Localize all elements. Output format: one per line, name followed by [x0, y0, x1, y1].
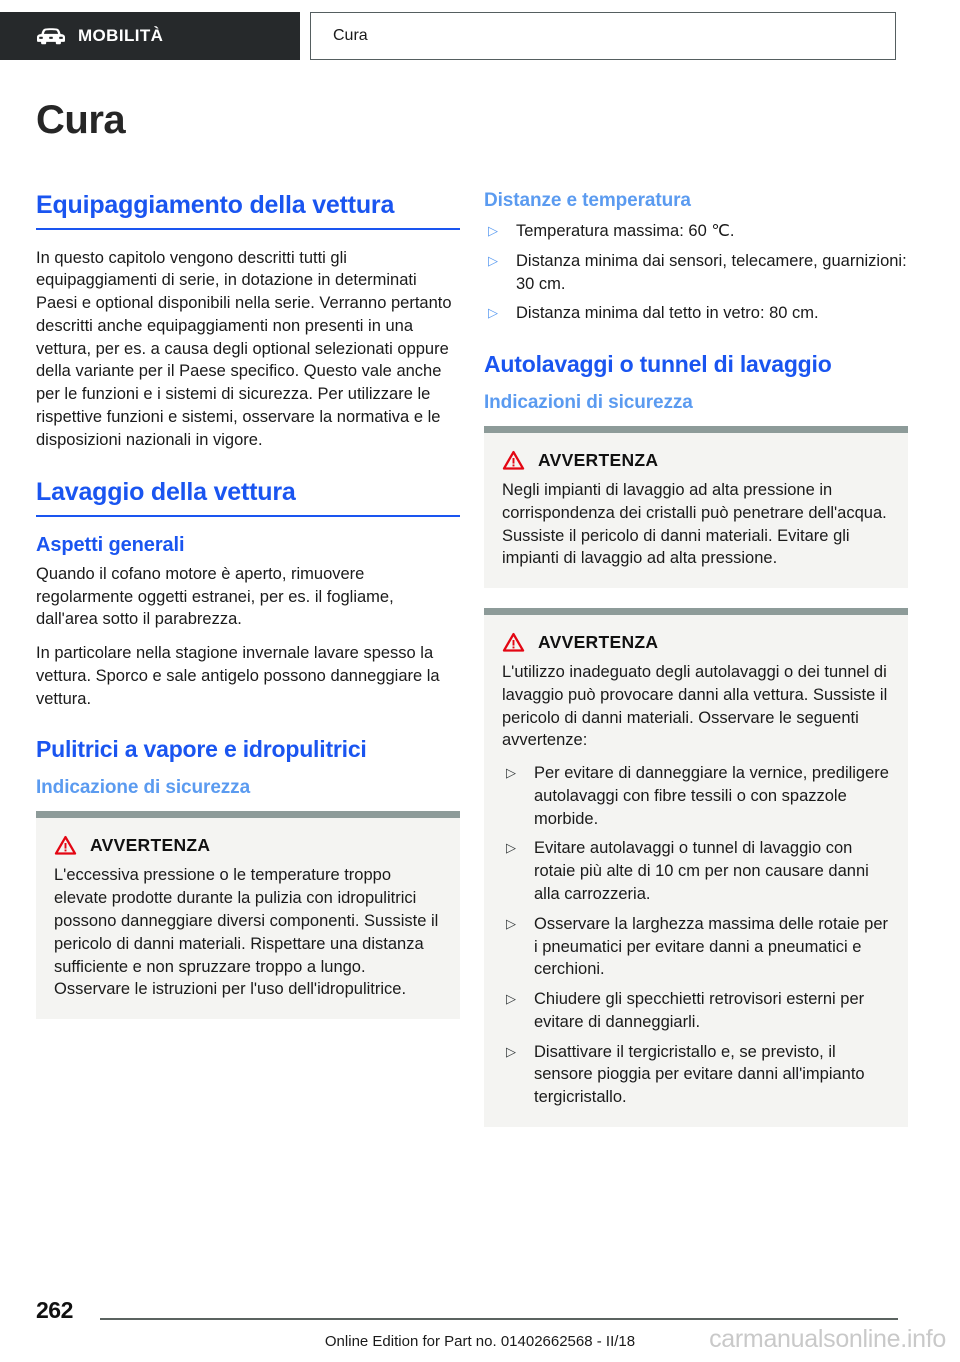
- subheading-distanze-e-temperatura: Distanze e temperatura: [484, 190, 691, 211]
- warning-triangle-icon: [502, 450, 525, 471]
- breadcrumb-label: Cura: [333, 27, 368, 44]
- car-front-icon: [36, 26, 66, 46]
- paragraph-aspetti-generali-2: In particolare nella stagione invernale lavare spesso la vettura. Sporco e sale antigelo possono danneggiare la vettura.: [36, 644, 440, 708]
- page-title: Cura: [36, 98, 126, 142]
- warning-header: [502, 450, 890, 471]
- nav-tab-mobilita[interactable]: [0, 12, 300, 60]
- warning-triangle-icon: [54, 835, 77, 856]
- paragraph-equipaggiamento: In questo capitolo vengono descritti tutti gli equipaggiamenti di serie, in dotazione in determinati Paesi e optional disponibili nella serie. Verranno pertanto descritti anche equipaggiamenti non presenti in una vettura, per es. a causa degli optional selezionati oppure della variante per il Paese specifico. Questo vale anche per le funzioni e i sistemi di sicurezza. Per utilizzare le rispettive funzioni e sistemi, osservare la normativa e le disposizioni nazionali in vigore.: [36, 248, 452, 449]
- warning-box-autolavaggi: [484, 608, 908, 1127]
- warning-box-idropulitrici: [36, 811, 460, 1019]
- subheading-aspetti-generali: Aspetti generali: [36, 533, 185, 556]
- warning-title: AVVERTENZA: [538, 632, 659, 653]
- list-item-text: Osservare la larghezza massima delle rotaie per i pneumatici per evitare danni a pneumatici e cerchioni.: [534, 914, 888, 979]
- footer-edition-text: Online Edition for Part no. 01402662568 - II/18: [324, 1333, 636, 1350]
- triangle-bullet-icon: ▷: [506, 991, 516, 1007]
- warning-body: L'utilizzo inadeguato degli autolavaggi o dei tunnel di lavaggio può provocare danni alla vettura. Sussiste il pericolo di danni materiali. Osservare le seguenti avvertenze:: [502, 663, 888, 750]
- list-item: [484, 250, 908, 296]
- warning-triangle-icon: [502, 632, 525, 653]
- warning-body: L'eccessiva pressione o le temperature troppo elevate prodotte durante la pulizia con idropulitrici possono danneggiare diversi componenti. Sussiste il pericolo di danni materiali. Rispettare una distanza sufficiente e non spruzzare troppo a lungo. Osservare le istruzioni per l'uso dell'idropulitrice.: [54, 866, 439, 999]
- nav-tab-label: MOBILITÀ: [78, 26, 164, 45]
- list-item-text: Temperatura massima: 60 ℃.: [516, 222, 735, 240]
- heading-pulitrici-a-vapore: Pulitrici a vapore e idropulitrici: [36, 736, 367, 763]
- warning-header: [54, 835, 442, 856]
- list-item: [502, 1041, 890, 1109]
- list-item: [484, 220, 908, 243]
- warning-box-alta-pressione: [484, 426, 908, 588]
- footer-divider: [100, 1318, 898, 1320]
- warning-header: [502, 632, 890, 653]
- page-footer: [0, 1272, 960, 1362]
- triangle-bullet-icon: ▷: [506, 765, 516, 781]
- warning-body: Negli impianti di lavaggio ad alta pressione in corrispondenza dei cristalli può penetrare dell'acqua. Sussiste il pericolo di danni materiali. Evitare gli impianti di lavaggio ad alta pressione.: [502, 481, 887, 568]
- list-item: [502, 837, 890, 905]
- list-item-text: Distanza minima dai sensori, telecamere, guarnizioni: 30 cm.: [516, 251, 907, 293]
- bullet-list-autolavaggi: [502, 762, 890, 1109]
- list-item: [484, 302, 908, 325]
- paragraph-aspetti-generali-1: Quando il cofano motore è aperto, rimuovere regolarmente oggetti estranei, per es. il fogliame, dall'area sotto il parabrezza.: [36, 564, 394, 629]
- triangle-bullet-icon: ▷: [506, 840, 516, 856]
- heading-lavaggio-della-vettura: Lavaggio della vettura: [36, 477, 460, 517]
- list-item-text: Evitare autolavaggi o tunnel di lavaggio con rotaie più alte di 10 cm per non causare danni alla carrozzeria.: [534, 839, 869, 904]
- heading-equipaggiamento-della-vettura: Equipaggiamento della vettura: [36, 190, 460, 230]
- triangle-bullet-icon: ▷: [488, 252, 498, 268]
- triangle-bullet-icon: ▷: [488, 305, 498, 321]
- triangle-bullet-icon: ▷: [506, 915, 516, 931]
- list-item: [502, 988, 890, 1034]
- left-column: [36, 190, 460, 1039]
- list-item-text: Distanza minima dal tetto in vetro: 80 cm.: [516, 304, 819, 323]
- right-column: [484, 190, 908, 1147]
- subheading-indicazioni-di-sicurezza: Indicazioni di sicurezza: [484, 392, 693, 414]
- warning-title: AVVERTENZA: [538, 450, 659, 471]
- top-navigation-bar: [0, 12, 960, 60]
- bullet-list-distanze: [484, 220, 908, 325]
- list-item-text: Disattivare il tergicristallo e, se previsto, il sensore pioggia per evitare danni all'impianto tergicristallo.: [534, 1042, 865, 1107]
- heading-autolavaggi-o-tunnel-di-lavaggio: Autolavaggi o tunnel di lavaggio: [484, 351, 832, 378]
- watermark-text: carmanualsonline.info: [709, 1325, 946, 1353]
- list-item: [502, 762, 890, 830]
- triangle-bullet-icon: ▷: [506, 1043, 516, 1059]
- page-number: 262: [36, 1297, 73, 1323]
- subheading-indicazione-di-sicurezza: Indicazione di sicurezza: [36, 777, 251, 799]
- list-item-text: Per evitare di danneggiare la vernice, prediligere autolavaggi con fibre tessili o con spazzole morbide.: [534, 764, 889, 828]
- list-item-text: Chiudere gli specchietti retrovisori esterni per evitare di danneggiarli.: [534, 990, 865, 1031]
- list-item: [502, 913, 890, 981]
- warning-title: AVVERTENZA: [90, 835, 211, 856]
- breadcrumb-box[interactable]: [310, 12, 896, 60]
- triangle-bullet-icon: ▷: [488, 223, 498, 238]
